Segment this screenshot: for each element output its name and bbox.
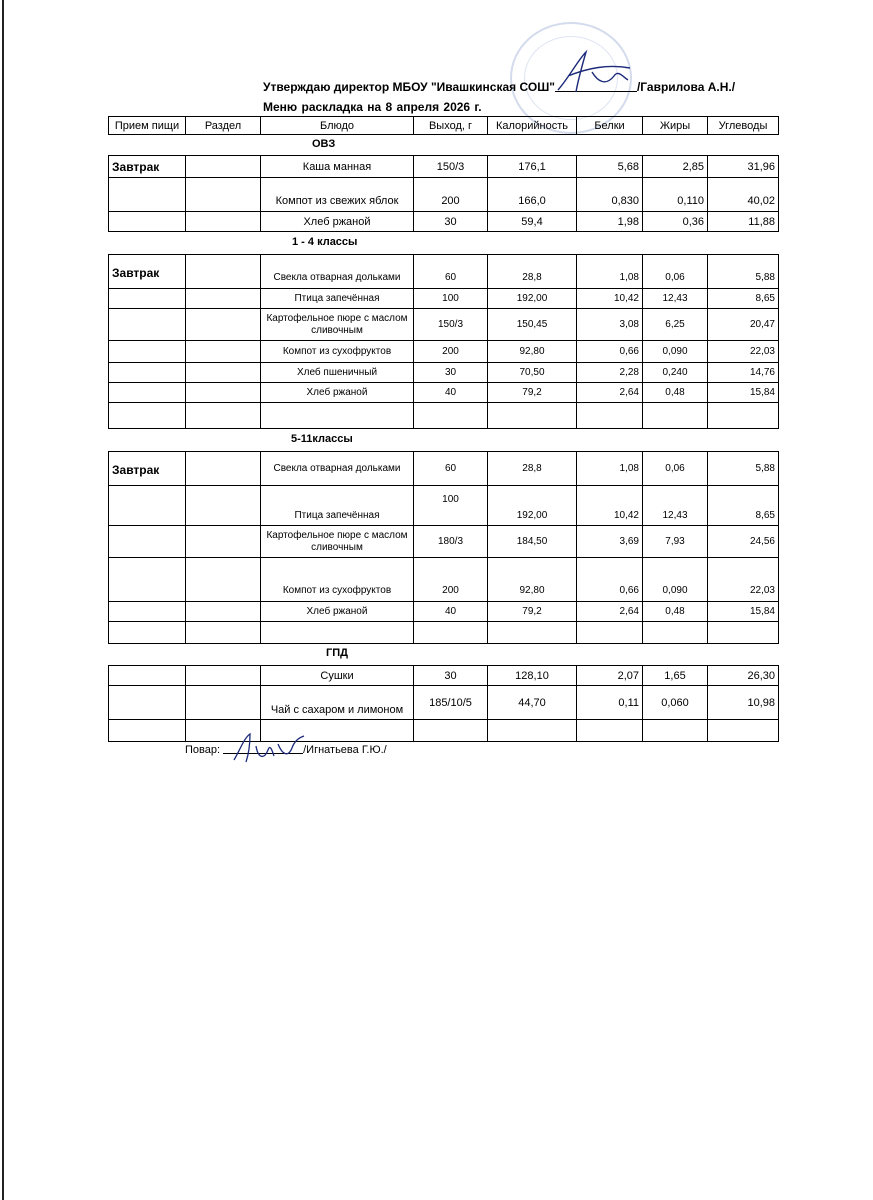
carbs-cell: 22,03: [708, 558, 779, 602]
calories-cell: 59,4: [488, 212, 577, 232]
col-carbs: Углеводы: [708, 117, 779, 135]
fat-cell: 12,43: [643, 289, 708, 309]
protein-cell: 3,69: [577, 526, 643, 558]
table-row: [109, 452, 779, 486]
fat-cell: 12,43: [643, 486, 708, 526]
output-cell: 100: [414, 486, 488, 526]
protein-cell: 3,08: [577, 309, 643, 341]
protein-cell: 1,08: [577, 452, 643, 486]
table-row: [109, 212, 779, 232]
fat-cell: 0,090: [643, 341, 708, 363]
cook-name: /Игнатьева Г.Ю./: [303, 744, 387, 756]
output-cell: 30: [414, 363, 488, 383]
fat-cell: 1,65: [643, 666, 708, 686]
table-grades-1-4: [108, 254, 779, 429]
calories-cell: 92,80: [488, 558, 577, 602]
table-row: [109, 558, 779, 602]
col-output: Выход, г: [414, 117, 488, 135]
dish-cell: Чай с сахаром и лимоном: [261, 686, 414, 720]
fat-cell: 0,06: [643, 452, 708, 486]
fat-cell: 0,48: [643, 602, 708, 622]
dish-cell: Хлеб пшеничный: [261, 363, 414, 383]
table-row: [109, 383, 779, 403]
fat-cell: 0,090: [643, 558, 708, 602]
calories-cell: 44,70: [488, 686, 577, 720]
protein-cell: 1,98: [577, 212, 643, 232]
output-cell: 180/3: [414, 526, 488, 558]
table-ovz: [108, 155, 779, 232]
table-row: [109, 363, 779, 383]
dish-cell: Свекла отварная дольками: [261, 255, 414, 289]
table-row: [109, 309, 779, 341]
section-title-ovz: ОВЗ: [312, 138, 336, 150]
carbs-cell: 15,84: [708, 383, 779, 403]
fat-cell: 0,240: [643, 363, 708, 383]
section-title-gpd: ГПД: [326, 647, 348, 659]
fat-cell: 6,25: [643, 309, 708, 341]
dish-cell: Хлеб ржаной: [261, 212, 414, 232]
menu-subtitle: Меню раскладка на 8 апреля 2026 г.: [263, 100, 482, 114]
fat-cell: 0,36: [643, 212, 708, 232]
scan-edge: [2, 0, 4, 1200]
director-signature: [548, 46, 638, 98]
output-cell: 40: [414, 602, 488, 622]
calories-cell: 28,8: [488, 452, 577, 486]
dish-cell: Хлеб ржаной: [261, 383, 414, 403]
protein-cell: 10,42: [577, 289, 643, 309]
table-row: [109, 526, 779, 558]
protein-cell: 0,830: [577, 178, 643, 212]
carbs-cell: 5,88: [708, 255, 779, 289]
output-cell: 185/10/5: [414, 686, 488, 720]
col-meal: Прием пищи: [109, 117, 186, 135]
calories-cell: 184,50: [488, 526, 577, 558]
dish-cell: Компот из сухофруктов: [261, 558, 414, 602]
table-row: [109, 255, 779, 289]
output-cell: 100: [414, 289, 488, 309]
output-cell: 60: [414, 452, 488, 486]
protein-cell: 0,66: [577, 341, 643, 363]
carbs-cell: 14,76: [708, 363, 779, 383]
protein-cell: 2,64: [577, 602, 643, 622]
meal-cell: Завтрак: [109, 255, 186, 289]
protein-cell: 1,08: [577, 255, 643, 289]
fat-cell: 2,85: [643, 156, 708, 178]
calories-cell: 128,10: [488, 666, 577, 686]
director-name: /Гаврилова А.Н./: [636, 80, 736, 94]
dish-cell: Свекла отварная дольками: [261, 452, 414, 486]
output-cell: 30: [414, 666, 488, 686]
cook-label: Повар:: [185, 744, 221, 756]
table-row: [109, 289, 779, 309]
table-row: [109, 622, 779, 644]
carbs-cell: 24,56: [708, 526, 779, 558]
carbs-cell: 22,03: [708, 341, 779, 363]
protein-cell: 0,11: [577, 686, 643, 720]
calories-cell: 166,0: [488, 178, 577, 212]
col-dish: Блюдо: [261, 117, 414, 135]
table-row: [109, 156, 779, 178]
table-row: [109, 666, 779, 686]
calories-cell: 92,80: [488, 341, 577, 363]
approval-prefix: Утверждаю директор МБОУ "Ивашкинская СОШ": [263, 80, 555, 94]
carbs-cell: 31,96: [708, 156, 779, 178]
calories-cell: 79,2: [488, 602, 577, 622]
carbs-cell: 15,84: [708, 602, 779, 622]
table-row: [109, 686, 779, 720]
carbs-cell: 11,88: [708, 212, 779, 232]
carbs-cell: 26,30: [708, 666, 779, 686]
table-row: [109, 341, 779, 363]
calories-cell: 79,2: [488, 383, 577, 403]
meal-cell: Завтрак: [109, 156, 186, 178]
fat-cell: 0,48: [643, 383, 708, 403]
fat-cell: 0,06: [643, 255, 708, 289]
carbs-cell: 20,47: [708, 309, 779, 341]
calories-cell: 70,50: [488, 363, 577, 383]
dish-cell: Птица запечённая: [261, 486, 414, 526]
cook-signature: [228, 728, 310, 768]
table-grades-5-11: [108, 451, 779, 644]
section-title-grades-1-4: 1 - 4 классы: [292, 236, 358, 248]
dish-cell: Компот из сухофруктов: [261, 341, 414, 363]
protein-cell: 2,07: [577, 666, 643, 686]
carbs-cell: 10,98: [708, 686, 779, 720]
meal-cell: Завтрак: [109, 452, 186, 486]
col-fat: Жиры: [643, 117, 708, 135]
dish-cell: Картофельное пюре с маслом сливочным: [261, 309, 414, 341]
output-cell: 30: [414, 212, 488, 232]
carbs-cell: 5,88: [708, 452, 779, 486]
protein-cell: 10,42: [577, 486, 643, 526]
dish-cell: Картофельное пюре с маслом сливочным: [261, 526, 414, 558]
table-row: [109, 720, 779, 742]
output-cell: 150/3: [414, 156, 488, 178]
carbs-cell: 8,65: [708, 289, 779, 309]
output-cell: 200: [414, 341, 488, 363]
col-protein: Белки: [577, 117, 643, 135]
section-title-grades-5-11: 5-11классы: [291, 433, 353, 445]
calories-cell: 28,8: [488, 255, 577, 289]
fat-cell: 0,110: [643, 178, 708, 212]
output-cell: 40: [414, 383, 488, 403]
output-cell: 200: [414, 178, 488, 212]
table-row: [109, 403, 779, 429]
column-header-table: [108, 116, 779, 135]
table-row: [109, 178, 779, 212]
protein-cell: 2,64: [577, 383, 643, 403]
protein-cell: 2,28: [577, 363, 643, 383]
carbs-cell: 8,65: [708, 486, 779, 526]
carbs-cell: 40,02: [708, 178, 779, 212]
calories-cell: 192,00: [488, 486, 577, 526]
dish-cell: Хлеб ржаной: [261, 602, 414, 622]
dish-cell: Компот из свежих яблок: [261, 178, 414, 212]
output-cell: 60: [414, 255, 488, 289]
fat-cell: 7,93: [643, 526, 708, 558]
col-calories: Калорийность: [488, 117, 577, 135]
calories-cell: 176,1: [488, 156, 577, 178]
dish-cell: Птица запечённая: [261, 289, 414, 309]
table-row: [109, 602, 779, 622]
fat-cell: 0,060: [643, 686, 708, 720]
approval-line: [263, 80, 735, 94]
output-cell: 200: [414, 558, 488, 602]
protein-cell: 0,66: [577, 558, 643, 602]
col-section: Раздел: [186, 117, 261, 135]
protein-cell: 5,68: [577, 156, 643, 178]
calories-cell: 150,45: [488, 309, 577, 341]
table-gpd: [108, 665, 779, 742]
dish-cell: Каша манная: [261, 156, 414, 178]
output-cell: 150/3: [414, 309, 488, 341]
calories-cell: 192,00: [488, 289, 577, 309]
dish-cell: Сушки: [261, 666, 414, 686]
table-row: [109, 486, 779, 526]
